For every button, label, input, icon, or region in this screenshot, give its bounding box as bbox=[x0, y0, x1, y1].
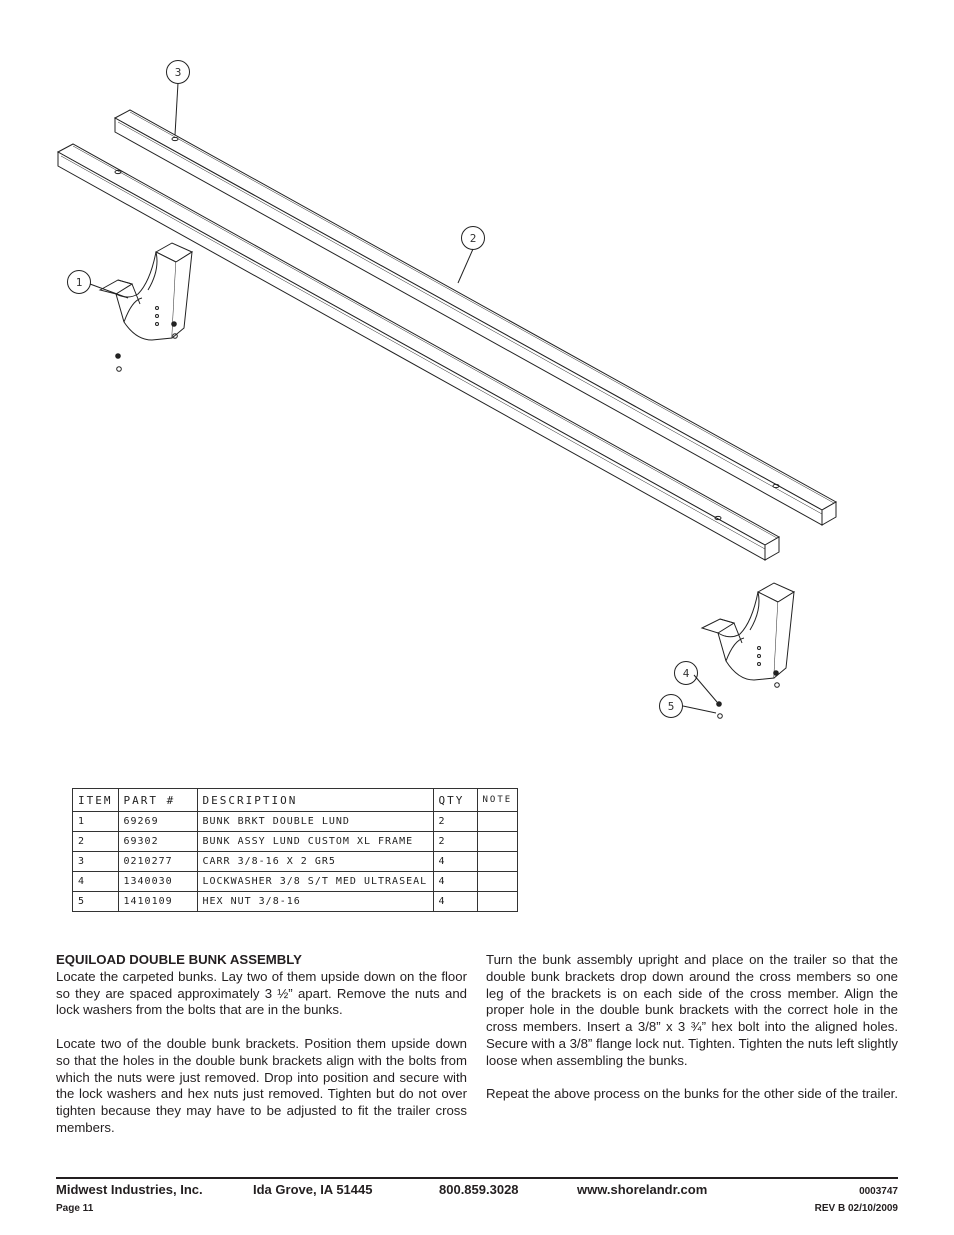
table-header-row bbox=[73, 789, 518, 812]
callout-5: 5 bbox=[667, 700, 675, 713]
callout-3: 3 bbox=[174, 66, 182, 79]
cell-item: 4 bbox=[73, 872, 119, 892]
cell-part: 1410109 bbox=[118, 892, 197, 912]
cell-qty: 4 bbox=[433, 892, 477, 912]
header-note: NOTE bbox=[477, 789, 518, 812]
table-row bbox=[73, 852, 518, 872]
instructions-left-column bbox=[56, 952, 467, 1154]
callout-4: 4 bbox=[682, 667, 690, 680]
parts-table bbox=[72, 788, 518, 912]
cell-item: 3 bbox=[73, 852, 119, 872]
header-part: PART # bbox=[118, 789, 197, 812]
cell-part: 69269 bbox=[118, 812, 197, 832]
instruction-paragraph: Repeat the above process on the bunks for the other side of the trailer. bbox=[486, 1086, 898, 1102]
table-row bbox=[73, 832, 518, 852]
instruction-paragraph: Locate the carpeted bunks. Lay two of them upside down on the floor so they are spaced approximately 3 ½” apart. Remove the nuts and lock washers from the bolts that are in the bunks. bbox=[56, 968, 467, 1018]
table-row bbox=[73, 872, 518, 892]
footer-website: www.shorelandr.com bbox=[577, 1182, 708, 1197]
cell-note bbox=[477, 852, 518, 872]
cell-note bbox=[477, 832, 518, 852]
cell-item: 1 bbox=[73, 812, 119, 832]
cell-part: 0210277 bbox=[118, 852, 197, 872]
cell-item: 5 bbox=[73, 892, 119, 912]
footer-divider bbox=[56, 1177, 898, 1179]
callout-1: 1 bbox=[75, 276, 83, 289]
cell-qty: 2 bbox=[433, 832, 477, 852]
header-qty: QTY bbox=[433, 789, 477, 812]
footer-phone: 800.859.3028 bbox=[439, 1182, 519, 1197]
table-row bbox=[73, 812, 518, 832]
cell-description: BUNK BRKT DOUBLE LUND bbox=[197, 812, 433, 832]
bunk-bracket-right bbox=[702, 583, 794, 718]
instructions-right-column bbox=[486, 952, 898, 1120]
cell-part: 69302 bbox=[118, 832, 197, 852]
cell-item: 2 bbox=[73, 832, 119, 852]
footer-doc-number: 0003747 bbox=[859, 1186, 898, 1197]
cell-qty: 4 bbox=[433, 872, 477, 892]
cell-description: HEX NUT 3/8-16 bbox=[197, 892, 433, 912]
cell-description: BUNK ASSY LUND CUSTOM XL FRAME bbox=[197, 832, 433, 852]
cell-note bbox=[477, 872, 518, 892]
section-heading: EQUILOAD DOUBLE BUNK ASSEMBLY bbox=[56, 952, 302, 967]
cell-note bbox=[477, 892, 518, 912]
footer-company: Midwest Industries, Inc. bbox=[56, 1182, 203, 1197]
instruction-paragraph: Locate two of the double bunk brackets. Position them upside down so that the holes in the double bunk brackets align with the bolts from which the nuts were just removed. Drop into position and secure with the lock washers and hex nuts just removed. Tighten but do not over tighten because they may have to be adjusted to fit the trailer cross members. bbox=[56, 1035, 467, 1135]
cell-description: CARR 3/8-16 X 2 GR5 bbox=[197, 852, 433, 872]
cell-description: LOCKWASHER 3/8 S/T MED ULTRASEAL bbox=[197, 872, 433, 892]
footer-page-number: Page 11 bbox=[56, 1203, 94, 1214]
header-item: ITEM bbox=[73, 789, 119, 812]
cell-note bbox=[477, 812, 518, 832]
cell-part: 1340030 bbox=[118, 872, 197, 892]
instruction-paragraph: Turn the bunk assembly upright and place on the trailer so that the double bunk brackets drop down around the cross members so one leg of the brackets is on each side of the cross member. Align the proper hole in the double bunk brackets with the correct hole in the cross members. Insert a 3/8” x 3 ¾” hex bolt into the aligned holes. Secure with a 3/8” flange lock nut. Tighten. Tighten the nuts left slightly loose when assembling the bunks. bbox=[486, 952, 898, 1068]
table-row bbox=[73, 892, 518, 912]
bunk-rear bbox=[115, 110, 836, 525]
footer-location: Ida Grove, IA 51445 bbox=[253, 1182, 373, 1197]
bunk-bracket-left bbox=[100, 243, 192, 371]
callout-2: 2 bbox=[469, 232, 477, 245]
header-description: DESCRIPTION bbox=[197, 789, 433, 812]
cell-qty: 2 bbox=[433, 812, 477, 832]
bunk-front bbox=[58, 144, 779, 560]
footer-revision: REV B 02/10/2009 bbox=[814, 1203, 898, 1214]
cell-qty: 4 bbox=[433, 852, 477, 872]
